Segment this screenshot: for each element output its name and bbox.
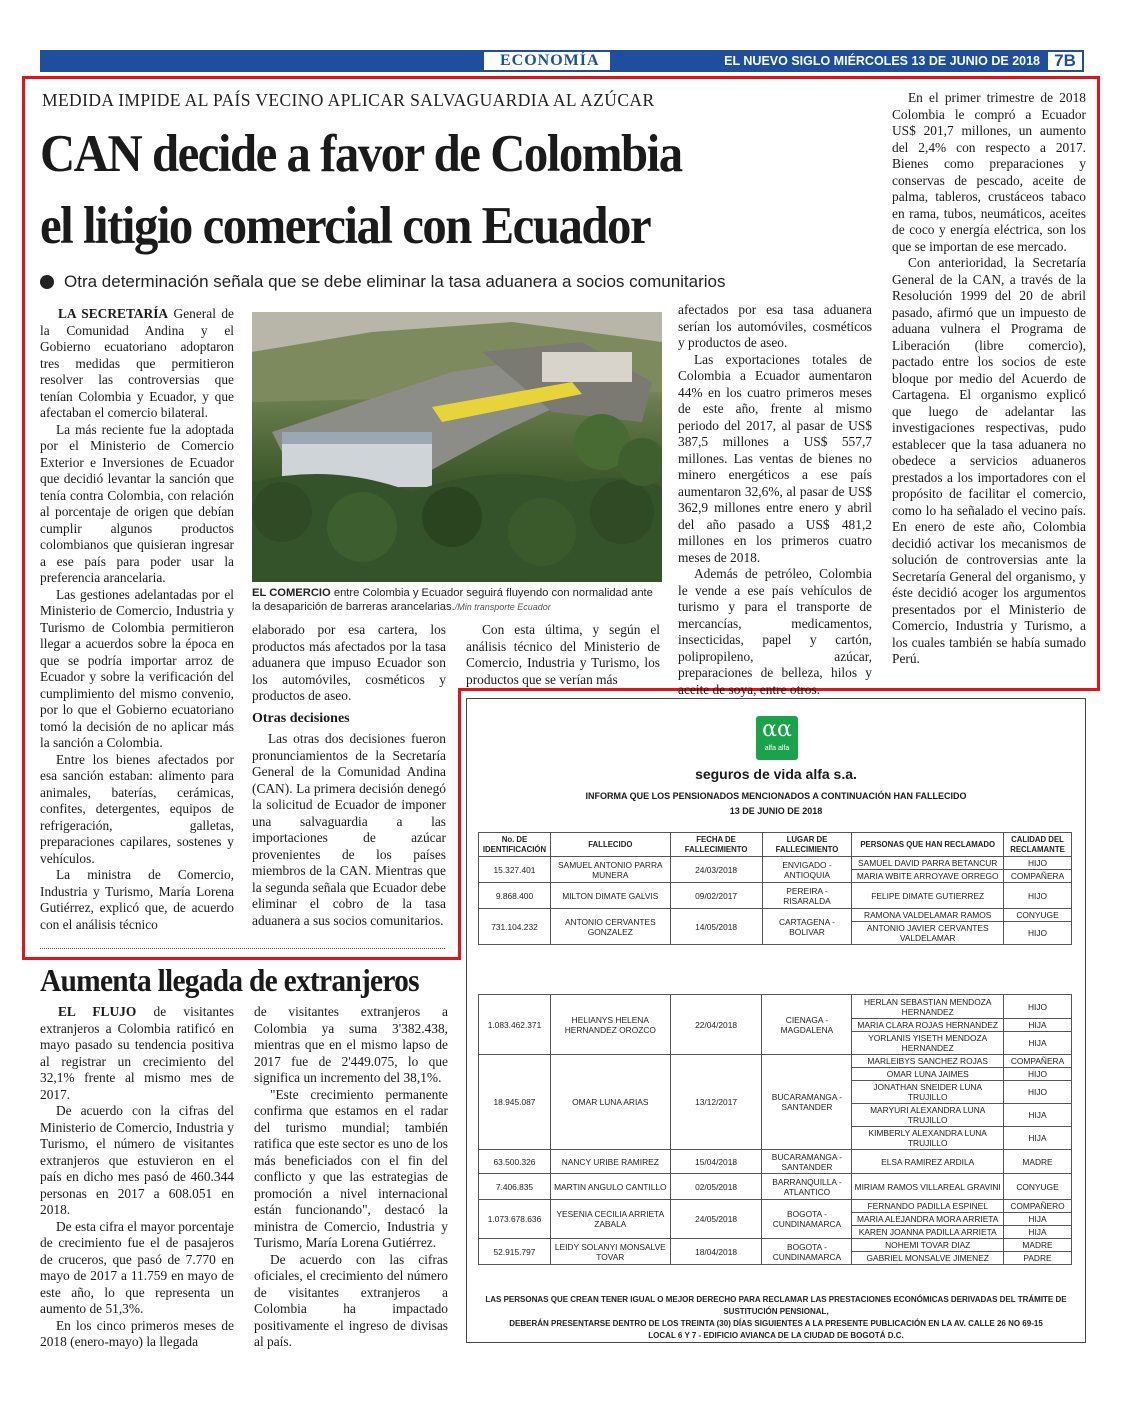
table-cell: BOGOTA - CUNDINAMARCA xyxy=(762,1200,852,1239)
table-cell: OMAR LUNA ARIAS xyxy=(550,1055,670,1150)
paragraph: General de la Comunidad Andina y el Gobierno ecuatoriano adoptaron tres medidas que permitieron resolver las controversias que tenían Colombia y Ecuador, y que afectaban el comercio bilateral. xyxy=(40,306,234,420)
table-cell: HIJA xyxy=(1004,1213,1072,1226)
table-cell: 14/05/2018 xyxy=(670,909,762,945)
alfa-logo-icon: αα xyxy=(762,717,792,742)
article-kicker: MEDIDA IMPIDE AL PAÍS VECINO APLICAR SALVAGUARDIA AL AZÚCAR xyxy=(42,90,655,110)
table-cell: NOHEMI TOVAR DIAZ xyxy=(852,1239,1004,1252)
caption-lead: EL COMERCIO xyxy=(252,587,331,599)
table-cell: MILTON DIMATE GALVIS xyxy=(550,883,670,909)
table-cell: 9.868.400 xyxy=(479,883,551,909)
paragraph: Entre los bienes afectados por esa sanción estaban: alimento para animales, baterías, cerámicas, confites, detergentes, equipos de refrigeración, galletas, preparaciones capilares, sostenes y vehículos. xyxy=(40,751,234,866)
alfa-logo-text: alfa alfa xyxy=(764,745,790,752)
table-cell: HIJA xyxy=(1004,1019,1072,1032)
page-header xyxy=(40,50,1084,72)
paragraph: Las otras dos decisiones fueron pronunciamientos de la Secretaría General de la Comunidad Andina (CAN). La primera decisión denegó la solicitud de Ecuador de imponer una salvaguardia a las importaciones de azúcar provenientes de los países miembros de la CAN. Mientras que la segunda señala que Ecuador debe eliminar el cobro de la tasa aduanera a sus socios comunitarios. xyxy=(252,731,446,928)
ad-footer-line: LOCAL 6 Y 7 - EDIFICIO AVIANCA DE LA CIUDAD DE BOGOTÁ D.C. xyxy=(648,1331,904,1340)
table-cell: 18.945.087 xyxy=(479,1055,551,1150)
table-cell: BARRANQUILLA - ATLANTICO xyxy=(762,1174,852,1200)
ad-footer xyxy=(476,1294,1076,1342)
ad-table-top xyxy=(478,832,1072,945)
ad-company: seguros de vida alfa s.a. xyxy=(695,766,857,782)
table-cell: HERLAN SEBASTIAN MENDOZA HERNANDEZ xyxy=(852,995,1004,1019)
paragraph: elaborado por esa cartera, los productos más afectados por la tasa aduanera que impuso Ecuador son los automóviles, cosméticos y productos de aseo. xyxy=(252,622,446,703)
column-header: LUGAR DE FALLECIMIENTO xyxy=(762,833,852,857)
paragraph: Las gestiones adelantadas por el Ministerio de Comercio, Industria y Turismo de Colombia permitieron llegar a acuerdos sobre la época en que se podría importar arroz de Ecuador y sobre la verificación del cumplimiento del mismo convenio, por lo que el Gobierno ecuatoriano tomó la decisión de no aplicar más la sanción a Colombia. xyxy=(40,586,234,750)
table-cell: MARIA CLARA ROJAS HERNANDEZ xyxy=(852,1019,1004,1032)
table-row xyxy=(479,1200,1072,1213)
table-cell: JONATHAN SNEIDER LUNA TRUJILLO xyxy=(852,1081,1004,1104)
article-column-2 xyxy=(252,622,446,929)
bullet-icon xyxy=(40,275,54,289)
table-cell: GABRIEL MONSALVE JIMENEZ xyxy=(852,1252,1004,1265)
paragraph: "Este crecimiento permanente confirma que estamos en el radar del turismo mundial; también ratifica que este sector es uno de los más beneficiados con el fin del conflicto y que las estrategias de promoción a nivel internacional están funcionando", destacó la ministra de Comercio, Industria y Turismo, María Lorena Gutiérrez. xyxy=(254,1086,448,1250)
table-cell: MARLEIBYS SANCHEZ ROJAS xyxy=(852,1055,1004,1068)
table-cell: ENVIGADO - ANTIOQUIA xyxy=(762,857,852,883)
table-cell: FELIPE DIMATE GUTIERREZ xyxy=(852,883,1004,909)
table-cell: LEIDY SOLANYI MONSALVE TOVAR xyxy=(550,1239,670,1265)
paragraph: Con anterioridad, la Secretaría General de la CAN, a través de la Resolución 1999 del 20 de abril pasado, afirmó que un impuesto de aduana vulnera el Programa de Liberación (libre comercio), pactado entre los socios de este bloque por medio del Acuerdo de Cartagena. El organismo explicó que luego de adelantar las investigaciones respectivas, pudo establecer que la tasa aduanera no obedece a servicios aduaneros prestados a los importadores con el propósito de facilitar el comercio, como lo ha señalado el vecino país. En enero de este año, Colombia decidió activar los mecanismos de solución de controversias ante la Secretaría General del organismo, y éste decidió acoger los argumentos presentados por el Ministerio de Comercio, Industria y Turismo, a los cuales también se había sumado Perú. xyxy=(892,255,1086,666)
paragraph: Con esta última, y según el análisis técnico del Ministerio de Comercio, Industria y Turismo, los productos que se verían más xyxy=(466,622,660,687)
table-cell: HELIANYS HELENA HERNANDEZ OROZCO xyxy=(550,995,670,1055)
table-cell: OMAR LUNA JAIMES xyxy=(852,1068,1004,1081)
article-deck xyxy=(40,272,726,292)
ad-table-top-clip xyxy=(478,832,1072,950)
table-cell: HIJO xyxy=(1004,995,1072,1019)
article-column-3 xyxy=(466,622,660,688)
ad-footer-line: LAS PERSONAS QUE CREAN TENER IGUAL O MEJOR DERECHO PARA RECLAMAR LAS PRESTACIONES ECONÓMICAS DERIVADAS DEL TRÁMITE DE SUSTITUCIÓN PENSIONAL, xyxy=(485,1295,1067,1316)
table-cell: 02/05/2018 xyxy=(670,1174,762,1200)
table-cell: MADRE xyxy=(1004,1150,1072,1174)
table-cell: YESENIA CECILIA ARRIETA ZABALA xyxy=(550,1200,670,1239)
table-cell: 09/02/2017 xyxy=(670,883,762,909)
article-headline-line1: CAN decide a favor de Colombia xyxy=(40,125,682,183)
table-cell: YORLANIS YISETH MENDOZA HERNANDEZ xyxy=(852,1032,1004,1055)
border-crossing-photo xyxy=(252,312,662,582)
section-label: ECONOMÍA xyxy=(484,52,610,70)
article-column-4 xyxy=(678,302,872,698)
table-cell: HIJO xyxy=(1003,922,1071,945)
table-cell: 52.915.797 xyxy=(479,1239,551,1265)
table-cell: 1.083.462.371 xyxy=(479,995,551,1055)
table-cell: NANCY URIBE RAMIREZ xyxy=(550,1150,670,1174)
article-separator xyxy=(40,948,445,949)
paragraph: afectados por esa tasa aduanera serían los automóviles, cosméticos y productos de aseo. xyxy=(678,302,872,350)
second-article-column-1 xyxy=(40,1004,234,1351)
table-cell: HIJA xyxy=(1004,1104,1072,1127)
table-cell: CONYUGE xyxy=(1003,909,1071,922)
table-cell: 731.104.232 xyxy=(479,909,551,945)
table-cell: MARTIN ANGULO CANTILLO xyxy=(550,1174,670,1200)
article-headline-line2: el litigio comercial con Ecuador xyxy=(40,197,651,255)
column-header: CALIDAD DEL RECLAMANTE xyxy=(1003,833,1071,857)
table-cell: BUCARAMANGA - SANTANDER xyxy=(762,1055,852,1150)
second-article-headline: Aumenta llegada de extranjeros xyxy=(40,962,419,998)
paragraph: De acuerdo con las cifras oficiales, el crecimiento del número de visitantes extranjeros a Colombia ha impactado positivamente el ingreso de divisas al país. xyxy=(254,1251,448,1349)
table-cell: 18/04/2018 xyxy=(670,1239,762,1265)
table-cell: HIJO xyxy=(1003,883,1071,909)
alfa-logo xyxy=(756,716,798,760)
table-cell: SAMUEL DAVID PARRA BETANCUR xyxy=(852,857,1004,870)
table-cell: HIJO xyxy=(1003,857,1071,870)
table-cell: HIJA xyxy=(1004,1127,1072,1150)
table-cell: PEREIRA - RISARALDA xyxy=(762,883,852,909)
caption-text: entre Colombia y Ecuador seguirá fluyendo con normalidad ante la desaparición de barreras arancelarias. xyxy=(252,587,653,613)
table-cell: SAMUEL ANTONIO PARRA MUNERA xyxy=(550,857,670,883)
ad-table-bottom xyxy=(478,994,1072,1265)
table-row xyxy=(479,1055,1072,1068)
table-cell: CARTAGENA - BOLIVAR xyxy=(762,909,852,945)
table-cell: ANTONIO CERVANTES GONZALEZ xyxy=(550,909,670,945)
lead-in: EL FLUJO xyxy=(58,1004,137,1019)
table-cell: PADRE xyxy=(1004,1252,1072,1265)
table-cell: 15.327.401 xyxy=(479,857,551,883)
paragraph: De esta cifra el mayor porcentaje de crecimiento fue el de pasajeros de cruceros, que pasó de 7.770 en mayo de 2017 a 11.759 en mayo de este año, lo que representa un aumento de 51,3%. xyxy=(40,1218,234,1316)
deck-text: Otra determinación señala que se debe eliminar la tasa aduanera a socios comunitarios xyxy=(64,272,726,291)
table-cell: MADRE xyxy=(1004,1239,1072,1252)
table-cell: MARIA ALEJANDRA MORA ARRIETA xyxy=(852,1213,1004,1226)
table-cell: HIJO xyxy=(1004,1081,1072,1104)
photo-credit: /Min transporte Ecuador xyxy=(454,602,551,612)
table-row xyxy=(479,1150,1072,1174)
photo-caption xyxy=(252,586,662,614)
ad-notice-line1: INFORMA QUE LOS PENSIONADOS MENCIONADOS A CONTINUACIÓN HAN FALLECIDO xyxy=(585,791,967,801)
paragraph: La ministra de Comercio, Industria y Turismo, María Lorena Gutiérrez, explicó que, de acuerdo con el análisis técnico xyxy=(40,867,234,932)
table-cell: KIMBERLY ALEXANDRA LUNA TRUJILLO xyxy=(852,1127,1004,1150)
table-cell: RAMONA VALDELAMAR RAMOS xyxy=(852,909,1004,922)
table-cell: ANTONIO JAVIER CERVANTES VALDELAMAR xyxy=(852,922,1004,945)
table-cell: 7.406.835 xyxy=(479,1174,551,1200)
lead-in: LA SECRETARÍA xyxy=(58,306,169,321)
table-cell: BOGOTA - CUNDINAMARCA xyxy=(762,1239,852,1265)
column-header: FALLECIDO xyxy=(550,833,670,857)
paragraph: Las exportaciones totales de Colombia a Ecuador aumentaron 44% en los cuatro primeros meses de este año, frente al mismo periodo del 2017, al pasar de US$ 387,5 millones a US$ 557,7 millones. Las ventas de bienes no minero energéticos a ese país aumentaron 32,6%, al pasar de US$ 362,9 millones entre enero y abril del año pasado a US$ 481,2 millones en los primeros cuatro meses de 2018. xyxy=(678,351,872,565)
table-cell: HIJA xyxy=(1004,1032,1072,1055)
table-row xyxy=(479,883,1072,909)
highlight-frame-inner-vertical xyxy=(458,688,461,960)
article-column-5 xyxy=(892,90,1086,668)
column-header: No. DE IDENTIFICACIÓN xyxy=(479,833,551,857)
article-photo xyxy=(252,312,662,582)
ad-table-bottom-clip xyxy=(478,994,1072,1284)
paragraph: La más reciente fue la adoptada por el Ministerio de Comercio Exterior e Inversiones de Ecuador que decidió levantar la sanción que tenía contra Colombia, con relación al porcentaje de origen que debían cumplir algunos productos colombianos que quisieran ingresar a ese país para poder usar la preferencia arancelaria. xyxy=(40,421,234,585)
table-cell: HIJA xyxy=(1004,1226,1072,1239)
table-cell: COMPAÑERA xyxy=(1004,1055,1072,1068)
paragraph: Además de petróleo, Colombia le vende a ese país vehículos de turismo y para el transporte de mercancías, medicamentos, insecticidas, papel y cartón, polipropileno, azúcar, preparaciones de belleza, hilos y aceite de soya, entre otros. xyxy=(678,566,872,697)
column-header: PERSONAS QUE HAN RECLAMADO xyxy=(852,833,1004,857)
paragraph: de visitantes extranjeros a Colombia ya suma 3'382.438, mientras que en el mismo lapso de 2017 fue de 2'449.075, lo que significa un incremento del 38,1%. xyxy=(254,1004,448,1085)
table-cell: CIENAGA - MAGDALENA xyxy=(762,995,852,1055)
table-row xyxy=(479,1174,1072,1200)
highlight-frame-left-lower xyxy=(22,688,25,960)
table-row xyxy=(479,857,1072,870)
table-cell: FERNANDO PADILLA ESPINEL xyxy=(852,1200,1004,1213)
page-number: 7B xyxy=(1048,52,1082,70)
table-header-row xyxy=(479,833,1072,857)
table-cell: 13/12/2017 xyxy=(670,1055,762,1150)
article-column-1 xyxy=(40,306,234,933)
publication-dateline: EL NUEVO SIGLO MIÉRCOLES 13 DE JUNIO DE 2018 xyxy=(724,54,1040,68)
table-cell: KAREN JOANNA PADILLA ARRIETA xyxy=(852,1226,1004,1239)
table-cell: CONYUGE xyxy=(1004,1174,1072,1200)
table-cell: 22/04/2018 xyxy=(670,995,762,1055)
paragraph: En los cinco primeros meses de 2018 (enero-mayo) la llegada xyxy=(40,1317,234,1349)
table-row xyxy=(479,1239,1072,1252)
table-cell: HIJO xyxy=(1004,1068,1072,1081)
table-cell: 24/05/2018 xyxy=(670,1200,762,1239)
ad-footer-line: DEBERÁN PRESENTARSE DENTRO DE LOS TREINTA (30) DÍAS SIGUIENTES A LA PRESENTE PUBLICACIÓN EN LA AV. CALLE 26 NO 69-15 xyxy=(509,1319,1043,1328)
ad-notice-date: 13 DE JUNIO DE 2018 xyxy=(729,806,823,816)
table-cell: 1.073.678.636 xyxy=(479,1200,551,1239)
table-cell: BUCARAMANGA - SANTANDER xyxy=(762,1150,852,1174)
table-cell: MIRIAM RAMOS VILLAREAL GRAVINI xyxy=(852,1174,1004,1200)
table-row xyxy=(479,909,1072,922)
paragraph: De acuerdo con la cifras del Ministerio de Comercio, Industria y Turismo, el número de visitantes extranjeros que estuvieron en el país en dicho mes pasó de 460.344 personas en 2017 a 608.051 en 2018. xyxy=(40,1103,234,1217)
paragraph: de visitantes extranjeros a Colombia ratificó en mayo pasado su tendencia positiva al registrar un crecimiento del 32,1% frente al mismo mes de 2017. xyxy=(40,1004,234,1102)
table-cell: ELSA RAMIREZ ARDILA xyxy=(852,1150,1004,1174)
table-cell: COMPAÑERO xyxy=(1004,1200,1072,1213)
table-cell: MARYURI ALEXANDRA LUNA TRUJILLO xyxy=(852,1104,1004,1127)
table-cell: COMPAÑERA xyxy=(1003,870,1071,883)
table-row xyxy=(479,995,1072,1019)
second-article-column-2 xyxy=(254,1004,448,1351)
table-cell: 15/04/2018 xyxy=(670,1150,762,1174)
column-header: FECHA DE FALLECIMIENTO xyxy=(670,833,762,857)
paragraph: En el primer trimestre de 2018 Colombia le compró a Ecuador US$ 201,7 millones, un aumento del 2,4% con respecto a 2017. Bienes como preparaciones y conservas de pescado, aceite de palma, tableros, crustáceos tabaco en rama, tubos, neumáticos, aceites de coco y energía eléctrica, son los que se importan de ese mercado. xyxy=(892,90,1086,254)
table-cell: 24/03/2018 xyxy=(670,857,762,883)
table-cell: 63.500.326 xyxy=(479,1150,551,1174)
subheading: Otras decisiones xyxy=(252,710,350,726)
table-cell: MARIA WBITE ARROYAVE ORREGO xyxy=(852,870,1004,883)
